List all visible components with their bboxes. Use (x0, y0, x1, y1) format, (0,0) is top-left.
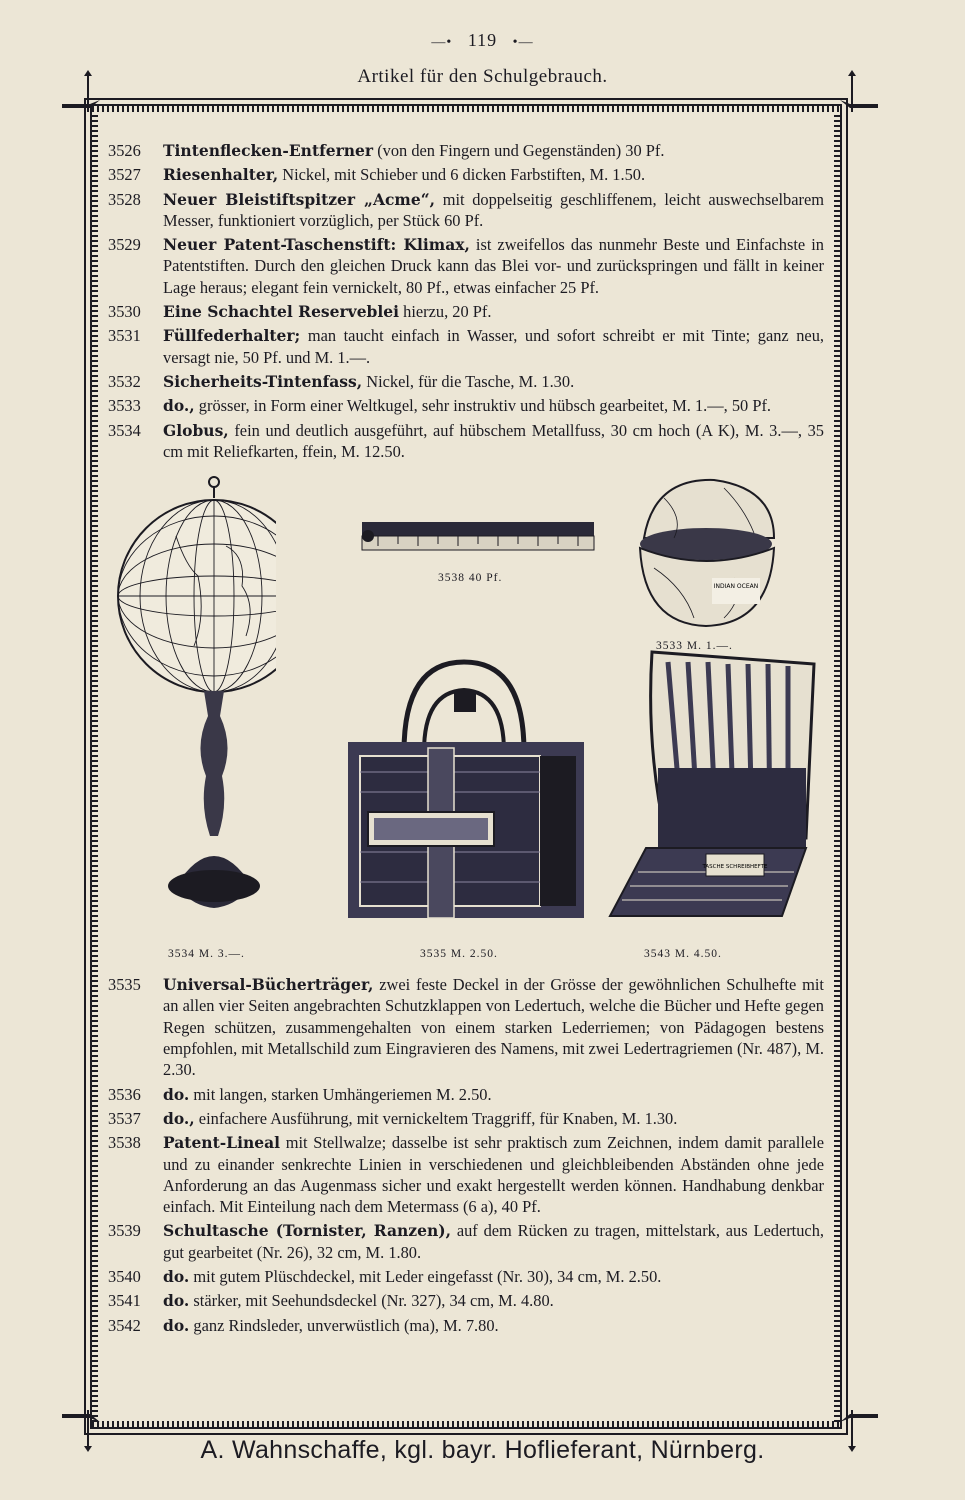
entry-title: Patent-Lineal (163, 1133, 281, 1153)
corner-ornament-icon (60, 70, 102, 114)
entry-text: zwei feste Deckel in der Grösse der gewöhnlichen Schulhefte mit an allen vier Seiten angebrachten Schutzklappen von Ledertuch, welche die Bücher und Hefte gegen Regen schützen, zusammengehalten von einem starken Lederriemen; von Pädagogen bestens empfohlen, mit Metallschild zum Eingravieren des Namens, mit zwei Ledertragriemen (Nr. 487), M. 2.30. (163, 975, 824, 1080)
right-dash-ornament: •— (512, 35, 534, 50)
catalog-entry (108, 974, 824, 1080)
entry-body (163, 301, 824, 322)
entry-body (163, 140, 824, 161)
entry-title: Sicherheits-Tintenfass, (163, 371, 363, 391)
entry-body (163, 395, 824, 416)
frame-right-band (834, 112, 840, 1422)
entry-text: grösser, in Form einer Weltkugel, sehr instruktiv und hübsch gearbeitet, M. 1.—, 50 Pf. (194, 396, 772, 416)
entry-body (163, 420, 824, 463)
entry-number: 3530 (108, 302, 141, 322)
entry-number: 3526 (108, 141, 141, 160)
entry-title: Tintenflecken-Entferner (163, 141, 374, 160)
left-dash-ornament: —• (431, 35, 453, 50)
entry-number: 3533 (108, 396, 141, 416)
entry-body (163, 974, 824, 1080)
entry-title: Schultasche (Tornister, Ranzen), (163, 1221, 451, 1241)
entry-title: do. (163, 1267, 190, 1287)
entry-title: Füllfederhalter; (163, 326, 301, 346)
entry-body (163, 189, 824, 232)
page-number: 119 (467, 30, 498, 50)
entry-number: 3540 (108, 1267, 141, 1287)
entry-text: mit doppelseitig geschliffenem, leicht auswechselbarem Messer, funktioniert vorzüglich, per Stück 60 Pf. (163, 189, 824, 230)
entry-text: ist zweifellos das nunmehr Beste und Einfachste in Patentstiften. Durch den gleichen Druck kann das Blei vor- und zurückspringen und fällt in keiner Lage heraus; elegant fein vernickelt, 80 Pf., etwas einfacher 25 Pf. (163, 235, 824, 297)
entries-bottom-list (108, 974, 824, 1336)
entry-title: do. (163, 1084, 190, 1104)
entry-number: 3537 (108, 1108, 141, 1128)
entry-number: 3534 (108, 420, 141, 440)
entry-body (163, 1132, 824, 1217)
entry-text: mit langen, starken Umhängeriemen M. 2.50. (189, 1084, 492, 1104)
page-number-line (0, 30, 965, 51)
catalog-entry (108, 371, 824, 392)
entry-text: fein und deutlich ausgeführt, auf hübschem Metallfuss, 30 cm hoch (A K), M. 3.—, 35 cm mit Reliefkarten, ffein, M. 12.50. (163, 420, 824, 461)
globe-illustration (116, 476, 276, 916)
entry-text: (von den Fingern und Gegenständen) 30 Pf. (373, 141, 665, 160)
entry-number: 3527 (108, 165, 141, 185)
catalog-entry (108, 1132, 824, 1217)
entry-body (163, 325, 824, 368)
entry-body (163, 1266, 824, 1287)
entry-body (163, 1290, 824, 1311)
globe-caption: 3534 M. 3.—. (168, 948, 245, 961)
entry-title: do., (163, 396, 195, 416)
corner-ornament-icon (838, 70, 880, 114)
entry-title: Eine Schachtel Reserveblei (163, 302, 400, 322)
entry-body (163, 1084, 824, 1105)
entry-text: Nickel, mit Schieber und 6 dicken Farbstiften, M. 1.50. (278, 165, 646, 185)
inkwell-globe-illustration (624, 478, 784, 628)
catalog-entry (108, 189, 824, 232)
entry-title: Neuer Patent-Taschenstift: Klimax, (163, 235, 470, 255)
catalog-entry (108, 420, 824, 463)
entry-title: Globus, (163, 420, 229, 440)
entry-title: Universal-Bücherträger, (163, 975, 374, 995)
entries-top-list (108, 140, 824, 462)
catalog-entry (108, 1290, 824, 1311)
entry-number: 3539 (108, 1221, 141, 1241)
satchel-label: TASCHE SCHREIBHEFTE (702, 864, 768, 871)
catalog-content (108, 140, 824, 1336)
entry-number: 3535 (108, 975, 141, 995)
entry-text: man taucht einfach in Wasser, und sofort schreibt er mit Tinte; ganz neu, versagt nie, 50 Pf. und M. 1.—. (163, 326, 824, 367)
book-carrier-caption: 3535 M. 2.50. (420, 948, 498, 961)
entry-number: 3542 (108, 1315, 141, 1335)
entry-number: 3532 (108, 371, 141, 391)
satchel-caption: 3543 M. 4.50. (644, 948, 722, 961)
entry-number: 3531 (108, 326, 141, 346)
catalog-entry (108, 1220, 824, 1263)
entry-number: 3528 (108, 189, 141, 209)
entry-title: do., (163, 1108, 195, 1128)
illustrations (108, 476, 824, 966)
catalog-entry (108, 1315, 824, 1336)
entry-text: auf dem Rücken zu tragen, mittelstark, aus Ledertuch, gut gearbeitet (Nr. 26), 32 cm, M. 1.80. (163, 1221, 824, 1262)
entry-text: hierzu, 20 Pf. (399, 302, 492, 322)
inkwell-ocean-label: INDIAN OCEAN (713, 583, 759, 591)
entry-text: einfachere Ausführung, mit vernickeltem Traggriff, für Knaben, M. 1.30. (194, 1108, 678, 1128)
ruler-caption: 3538 40 Pf. (438, 572, 503, 585)
catalog-entry (108, 140, 824, 161)
entry-title: Riesenhalter, (163, 165, 279, 185)
book-carrier-illustration (344, 652, 588, 932)
entry-title: Neuer Bleistiftspitzer „Acme“, (163, 189, 436, 209)
entry-number: 3536 (108, 1084, 141, 1104)
frame-top-band (92, 106, 840, 112)
entry-text: mit gutem Plüschdeckel, mit Leder eingefasst (Nr. 30), 34 cm, M. 2.50. (189, 1267, 662, 1287)
entry-text: stärker, mit Seehundsdeckel (Nr. 327), 34 cm, M. 4.80. (189, 1291, 554, 1311)
entry-text: Nickel, für die Tasche, M. 1.30. (362, 371, 575, 391)
entry-body (163, 234, 824, 298)
catalog-entry (108, 234, 824, 298)
catalog-entry (108, 301, 824, 322)
entry-text: ganz Rindsleder, unverwüstlich (ma), M. 7.80. (189, 1315, 499, 1335)
frame-left-band (92, 112, 98, 1422)
entry-title: do. (163, 1291, 190, 1311)
catalog-entry (108, 1084, 824, 1105)
entry-body (163, 164, 824, 185)
entry-number: 3538 (108, 1133, 141, 1153)
catalog-entry (108, 1266, 824, 1287)
catalog-entry (108, 395, 824, 416)
entry-body (163, 1220, 824, 1263)
entry-text: mit Stellwalze; dasselbe ist sehr praktisch zum Zeichnen, indem damit parallele und zu einander senkrechte Linien in verschiedenen und gleichbleibenden Abständen ohne jede Anforderung an das Augenmass sicher und exakt hergestellt werden können. Handhabung denkbar einfach. Mit Einteilung nach dem Metermass (6 a), 40 Pf. (163, 1133, 824, 1217)
running-title: Artikel für den Schulgebrauch. (357, 66, 608, 87)
entry-body (163, 1315, 824, 1336)
entry-number: 3541 (108, 1291, 141, 1311)
entry-body (163, 1108, 824, 1129)
ruler-illustration (358, 516, 598, 560)
entry-title: do. (163, 1315, 190, 1335)
frame-bottom-band (92, 1421, 840, 1427)
publisher-footer: A. Wahnschaffe, kgl. bayr. Hoflieferant, Nürnberg. (200, 1436, 765, 1464)
entry-body (163, 371, 824, 392)
catalog-entry (108, 1108, 824, 1129)
satchel-illustration (606, 648, 822, 938)
entry-number: 3529 (108, 235, 141, 255)
catalog-entry (108, 164, 824, 185)
inkwell-caption: 3533 M. 1.—. (656, 640, 733, 653)
catalog-entry (108, 325, 824, 368)
